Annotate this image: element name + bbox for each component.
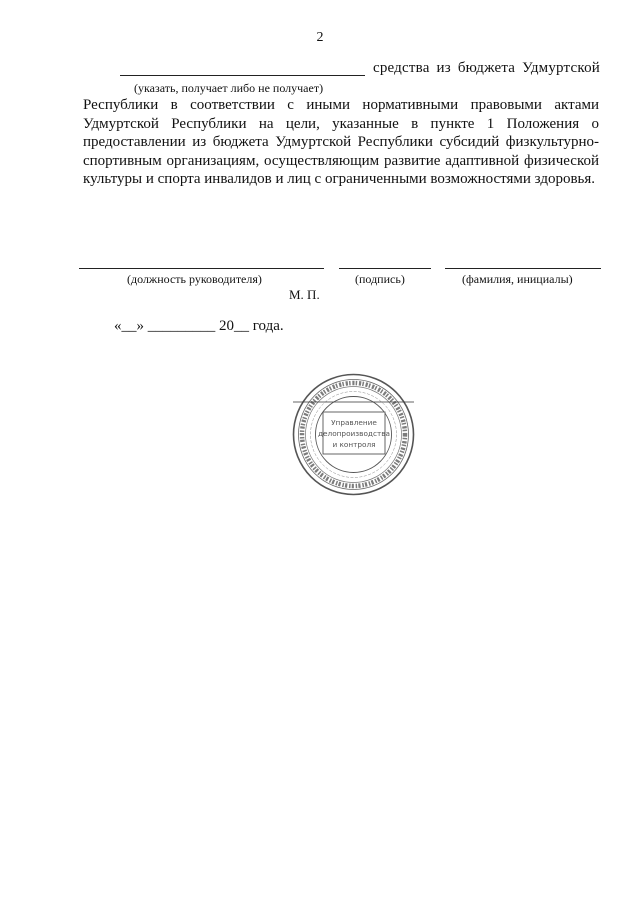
signature-label: (подпись): [355, 272, 405, 286]
seal-place-label: М. П.: [289, 287, 320, 302]
first-line: [120, 58, 600, 80]
first-line-text: средства из бюджета Удмуртской: [372, 60, 600, 76]
seal-inner-text: Управление: [331, 418, 377, 427]
date-line: «__» _________ 20__ года.: [114, 318, 284, 334]
blank-hint: (указать, получает либо не получает): [134, 81, 324, 95]
name-signature-line: [445, 268, 601, 269]
position-label: (должность руководителя): [127, 272, 262, 286]
seal-inner-text: и контроля: [332, 440, 376, 449]
position-signature-line: [79, 268, 324, 269]
page-number: 2: [316, 30, 324, 45]
seal-inner-text: делопроизводства: [318, 429, 390, 438]
fill-in-blank-line: [120, 75, 365, 76]
signature-line: [339, 268, 431, 269]
name-label: (фамилия, инициалы): [462, 272, 573, 286]
body-paragraph: Республики в соответствии с иными нормативными правовыми актами Удмуртской Республики на цели, указанные в пункте 1 Положения о предоставлении из бюджета Удмуртской Республики субсидий физкультурно-спортивным организациям, осуществляющим развитие адаптивной физической культуры и спорта инвалидов и лиц с ограниченными возможностями здоровья.: [83, 97, 599, 188]
official-seal-stamp: [291, 372, 416, 497]
